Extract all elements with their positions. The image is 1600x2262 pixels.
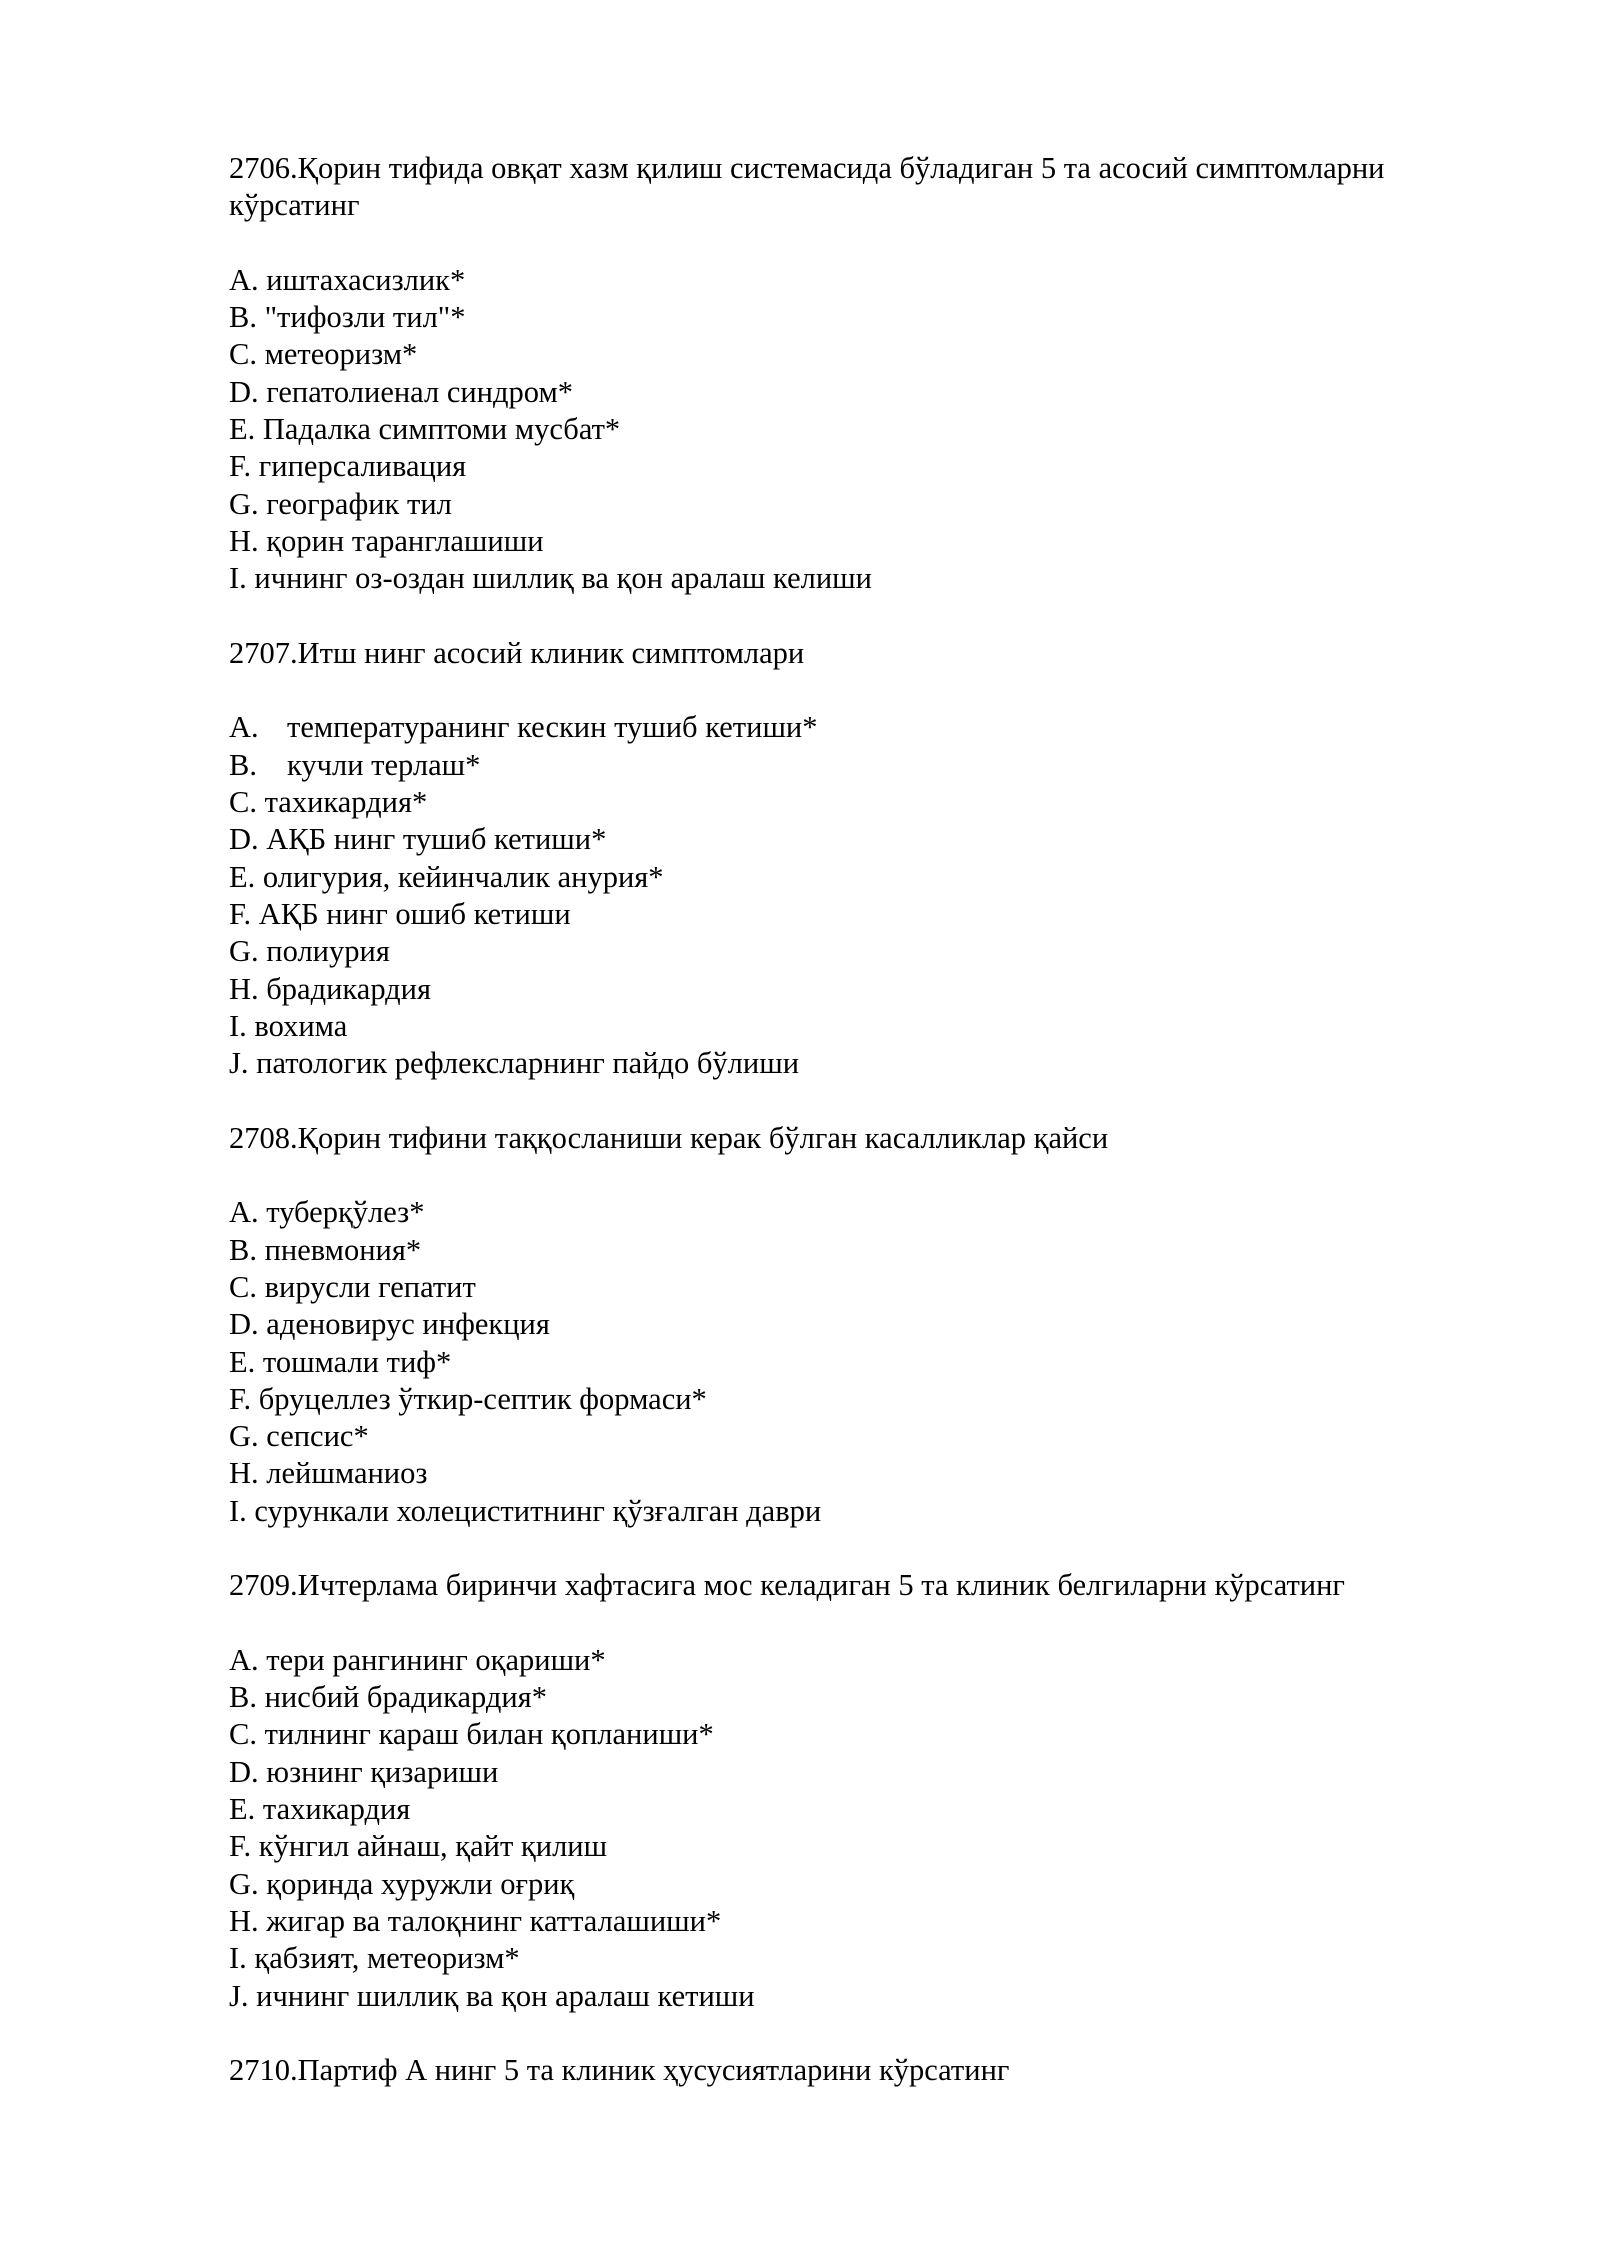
option-text: аденовирус инфекция: [266, 1307, 550, 1342]
option-text: брадикардия: [266, 971, 432, 1006]
option-label: E.: [229, 1792, 256, 1827]
option-i: [229, 560, 1479, 597]
option-label: C.: [229, 785, 257, 820]
option-text: вохима: [254, 1008, 348, 1043]
option-i: [229, 1940, 1479, 1977]
option-label: I.: [229, 1008, 247, 1043]
option-label: H.: [229, 971, 259, 1006]
option-g: [229, 1418, 1479, 1455]
option-text: юзнинг қизариши: [266, 1754, 499, 1789]
option-text: температуранинг кескин тушиб кетиши*: [287, 710, 818, 745]
document-content: [229, 150, 1479, 2089]
option-c: [229, 1269, 1479, 1306]
option-list: [229, 1194, 1479, 1530]
option-i: [229, 1008, 1479, 1045]
option-text: географик тил: [266, 486, 452, 521]
option-text: иштахасизлик*: [266, 262, 466, 297]
option-f: [229, 448, 1479, 485]
option-f: [229, 1828, 1479, 1865]
option-label: B.: [229, 300, 257, 335]
question-title: 2708.Қорин тифини таққосланиши керак бўлган касалликлар қайси: [229, 1120, 1109, 1155]
option-list: [229, 1642, 1479, 2015]
option-label: H.: [229, 1903, 259, 1938]
option-label: D.: [229, 374, 259, 409]
option-label: J.: [229, 1978, 249, 2013]
option-text: АҚБ нинг тушиб кетиши*: [266, 822, 607, 857]
option-a: [229, 709, 1479, 746]
option-label: A.: [229, 1195, 259, 1230]
option-text: қабзият, метеоризм*: [254, 1941, 520, 1976]
option-text: нисбий брадикардия*: [264, 1680, 547, 1715]
option-g: [229, 486, 1479, 523]
question-2708: [229, 1120, 1479, 1530]
option-e: [229, 1791, 1479, 1828]
question-title: 2707.Итш нинг асосий клиник симптомлари: [229, 635, 805, 670]
option-text: сурункали холециститнинг қўзғалган даври: [254, 1493, 822, 1528]
question-2706: [229, 150, 1479, 598]
option-d: [229, 374, 1479, 411]
option-text: тахикардия*: [264, 785, 428, 820]
option-label: D.: [229, 822, 259, 857]
option-d: [229, 1306, 1479, 1343]
option-d: [229, 821, 1479, 858]
option-text: жигар ва талоқнинг катталашиши*: [266, 1903, 722, 1938]
option-text: кучли терлаш*: [287, 747, 481, 782]
option-a: [229, 262, 1479, 299]
option-text: "тифозли тил"*: [264, 300, 466, 335]
option-text: бруцеллез ўткир-септик формаси*: [258, 1381, 707, 1416]
option-text: АҚБ нинг ошиб кетиши: [258, 896, 571, 931]
option-text: вирусли гепатит: [264, 1269, 476, 1304]
option-label: I.: [229, 1493, 247, 1528]
option-label: A.: [229, 262, 259, 297]
question-2710: [229, 2052, 1479, 2089]
option-text: тилнинг караш билан қопланиши*: [264, 1717, 714, 1752]
option-label: G.: [229, 934, 259, 969]
question-title: 2706.Қорин тифида овқат хазм қилиш системасида бўладиган 5 та асосий симптомларни кўрсатинг: [229, 151, 1385, 223]
option-text: кўнгил айнаш, қайт қилиш: [258, 1829, 608, 1864]
option-label: F.: [229, 449, 252, 484]
option-label: A.: [229, 710, 259, 745]
option-label: H.: [229, 523, 259, 558]
option-label: J.: [229, 1046, 249, 1081]
option-text: олигурия, кейинчалик анурия*: [262, 859, 664, 894]
option-text: гиперсаливация: [258, 449, 467, 484]
option-c: [229, 1716, 1479, 1753]
option-label: I.: [229, 1941, 247, 1976]
option-label: D.: [229, 1307, 259, 1342]
option-h: [229, 523, 1479, 560]
option-e: [229, 1344, 1479, 1381]
option-h: [229, 1903, 1479, 1940]
question-2709: [229, 1567, 1479, 2015]
option-label: B.: [229, 1680, 257, 1715]
question-title: 2709.Ичтерлама биринчи хафтасига мос келадиган 5 та клиник белгиларни кўрсатинг: [229, 1568, 1345, 1603]
option-label: E.: [229, 1344, 256, 1379]
option-label: C.: [229, 1717, 257, 1752]
option-label: C.: [229, 337, 257, 372]
option-f: [229, 896, 1479, 933]
option-label: A.: [229, 1642, 259, 1677]
option-label: G.: [229, 1866, 259, 1901]
option-label: D.: [229, 1754, 259, 1789]
option-label: E.: [229, 859, 256, 894]
option-g: [229, 933, 1479, 970]
option-i: [229, 1493, 1479, 1530]
option-label: C.: [229, 1269, 257, 1304]
option-list: [229, 709, 1479, 1082]
option-text: сепсис*: [266, 1419, 369, 1454]
option-text: патологик рефлексларнинг пайдо бўлиши: [256, 1046, 800, 1081]
option-text: ичнинг шиллиқ ва қон аралаш кетиши: [256, 1978, 755, 2013]
option-list: [229, 262, 1479, 598]
option-a: [229, 1642, 1479, 1679]
option-j: [229, 1978, 1479, 2015]
option-h: [229, 1455, 1479, 1492]
option-c: [229, 784, 1479, 821]
option-h: [229, 971, 1479, 1008]
option-label: I.: [229, 561, 247, 596]
option-j: [229, 1045, 1479, 1082]
option-text: метеоризм*: [264, 337, 418, 372]
option-text: қорин таранглашиши: [266, 523, 544, 558]
option-text: тошмали тиф*: [262, 1344, 452, 1379]
option-label: B.: [229, 747, 257, 782]
question-title: 2710.Партиф А нинг 5 та клиник ҳусусиятларини кўрсатинг: [229, 2053, 1010, 2088]
option-text: гепатолиенал синдром*: [266, 374, 573, 409]
option-label: G.: [229, 1419, 259, 1454]
option-text: тахикардия: [262, 1792, 411, 1827]
option-f: [229, 1381, 1479, 1418]
option-label: B.: [229, 1232, 257, 1267]
option-label: F.: [229, 1829, 252, 1864]
option-text: тери рангининг оқариши*: [266, 1642, 606, 1677]
option-b: [229, 1232, 1479, 1269]
option-text: пневмония*: [264, 1232, 422, 1267]
option-text: лейшманиоз: [266, 1456, 428, 1491]
option-label: F.: [229, 896, 252, 931]
option-text: полиурия: [266, 934, 390, 969]
question-2707: [229, 635, 1479, 1083]
option-label: G.: [229, 486, 259, 521]
option-b: [229, 1679, 1479, 1716]
option-b: [229, 747, 1479, 784]
option-text: туберқўлез*: [266, 1195, 425, 1230]
option-label: E.: [229, 412, 256, 447]
option-e: [229, 859, 1479, 896]
option-text: қоринда хуружли оғриқ: [266, 1866, 575, 1901]
option-label: H.: [229, 1456, 259, 1491]
option-label: F.: [229, 1381, 252, 1416]
option-c: [229, 336, 1479, 373]
option-a: [229, 1194, 1479, 1231]
option-text: Падалка симптоми мусбат*: [262, 412, 621, 447]
option-e: [229, 411, 1479, 448]
option-text: ичнинг оз-оздан шиллиқ ва қон аралаш келиши: [254, 561, 872, 596]
option-g: [229, 1866, 1479, 1903]
option-b: [229, 299, 1479, 336]
option-d: [229, 1754, 1479, 1791]
